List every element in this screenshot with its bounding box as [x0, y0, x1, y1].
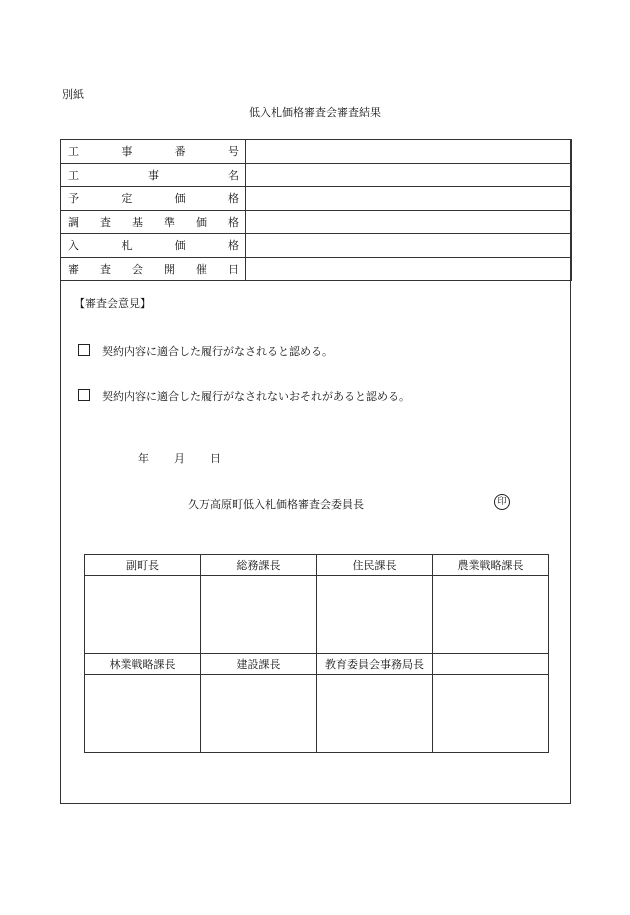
approval-header [433, 654, 549, 675]
stamp-cell[interactable] [433, 675, 549, 753]
info-label: 予 定 価 格 [61, 187, 246, 211]
info-label: 工 事 名 [61, 163, 246, 187]
approval-header: 建設課長 [201, 654, 317, 675]
approval-stamp-row [85, 675, 549, 753]
approval-header: 教育委員会事務局長 [317, 654, 433, 675]
stamp-cell[interactable] [317, 576, 433, 654]
seal-mark: 印 [494, 494, 510, 510]
stamp-cell[interactable] [201, 576, 317, 654]
info-row-survey-standard-price [61, 210, 572, 234]
info-label: 工 事 番 号 [61, 140, 246, 164]
info-table [60, 139, 572, 281]
info-value-project-number[interactable] [246, 140, 572, 164]
approval-stamp-row [85, 576, 549, 654]
info-row-project-name [61, 163, 572, 187]
chair-title: 久万高原町低入札価格審査会委員長 [188, 498, 364, 511]
stamp-cell[interactable] [85, 576, 201, 654]
info-row-bid-price [61, 234, 572, 258]
info-row-planned-price [61, 187, 572, 211]
approval-header-row [85, 654, 549, 675]
stamp-cell[interactable] [201, 675, 317, 753]
stamp-cell[interactable] [317, 675, 433, 753]
checkbox[interactable] [78, 389, 90, 401]
info-value-survey-standard-price[interactable] [246, 210, 572, 234]
approval-table [84, 554, 549, 753]
info-value-meeting-date[interactable] [246, 257, 572, 281]
date-year[interactable]: 年 [138, 452, 149, 465]
info-label: 審 査 会 開 催 日 [61, 257, 246, 281]
stamp-cell[interactable] [85, 675, 201, 753]
approval-header-row [85, 555, 549, 576]
option-text: 契約内容に適合した履行がなされると認める。 [102, 345, 333, 358]
opinion-heading: 【審査会意見】 [74, 297, 151, 310]
signature-date [138, 450, 221, 466]
checkbox[interactable] [78, 344, 90, 356]
approval-header: 総務課長 [201, 555, 317, 576]
info-value-project-name[interactable] [246, 163, 572, 187]
opinion-option-appropriate [78, 343, 333, 359]
opinion-option-risk [78, 388, 410, 404]
approval-header: 林業戦略課長 [85, 654, 201, 675]
option-text: 契約内容に適合した履行がなされないおそれがあると認める。 [102, 390, 410, 403]
date-day[interactable]: 日 [210, 452, 221, 465]
attachment-label: 別紙 [62, 88, 84, 101]
document-title: 低入札価格審査会審査結果 [249, 106, 381, 119]
info-label: 調 査 基 準 価 格 [61, 210, 246, 234]
date-month[interactable]: 月 [174, 452, 185, 465]
info-row-project-number [61, 140, 572, 164]
info-row-meeting-date [61, 257, 572, 281]
info-label: 入 札 価 格 [61, 234, 246, 258]
info-value-planned-price[interactable] [246, 187, 572, 211]
approval-header: 副町長 [85, 555, 201, 576]
stamp-cell[interactable] [433, 576, 549, 654]
approval-header: 住民課長 [317, 555, 433, 576]
approval-header: 農業戦略課長 [433, 555, 549, 576]
info-value-bid-price[interactable] [246, 234, 572, 258]
